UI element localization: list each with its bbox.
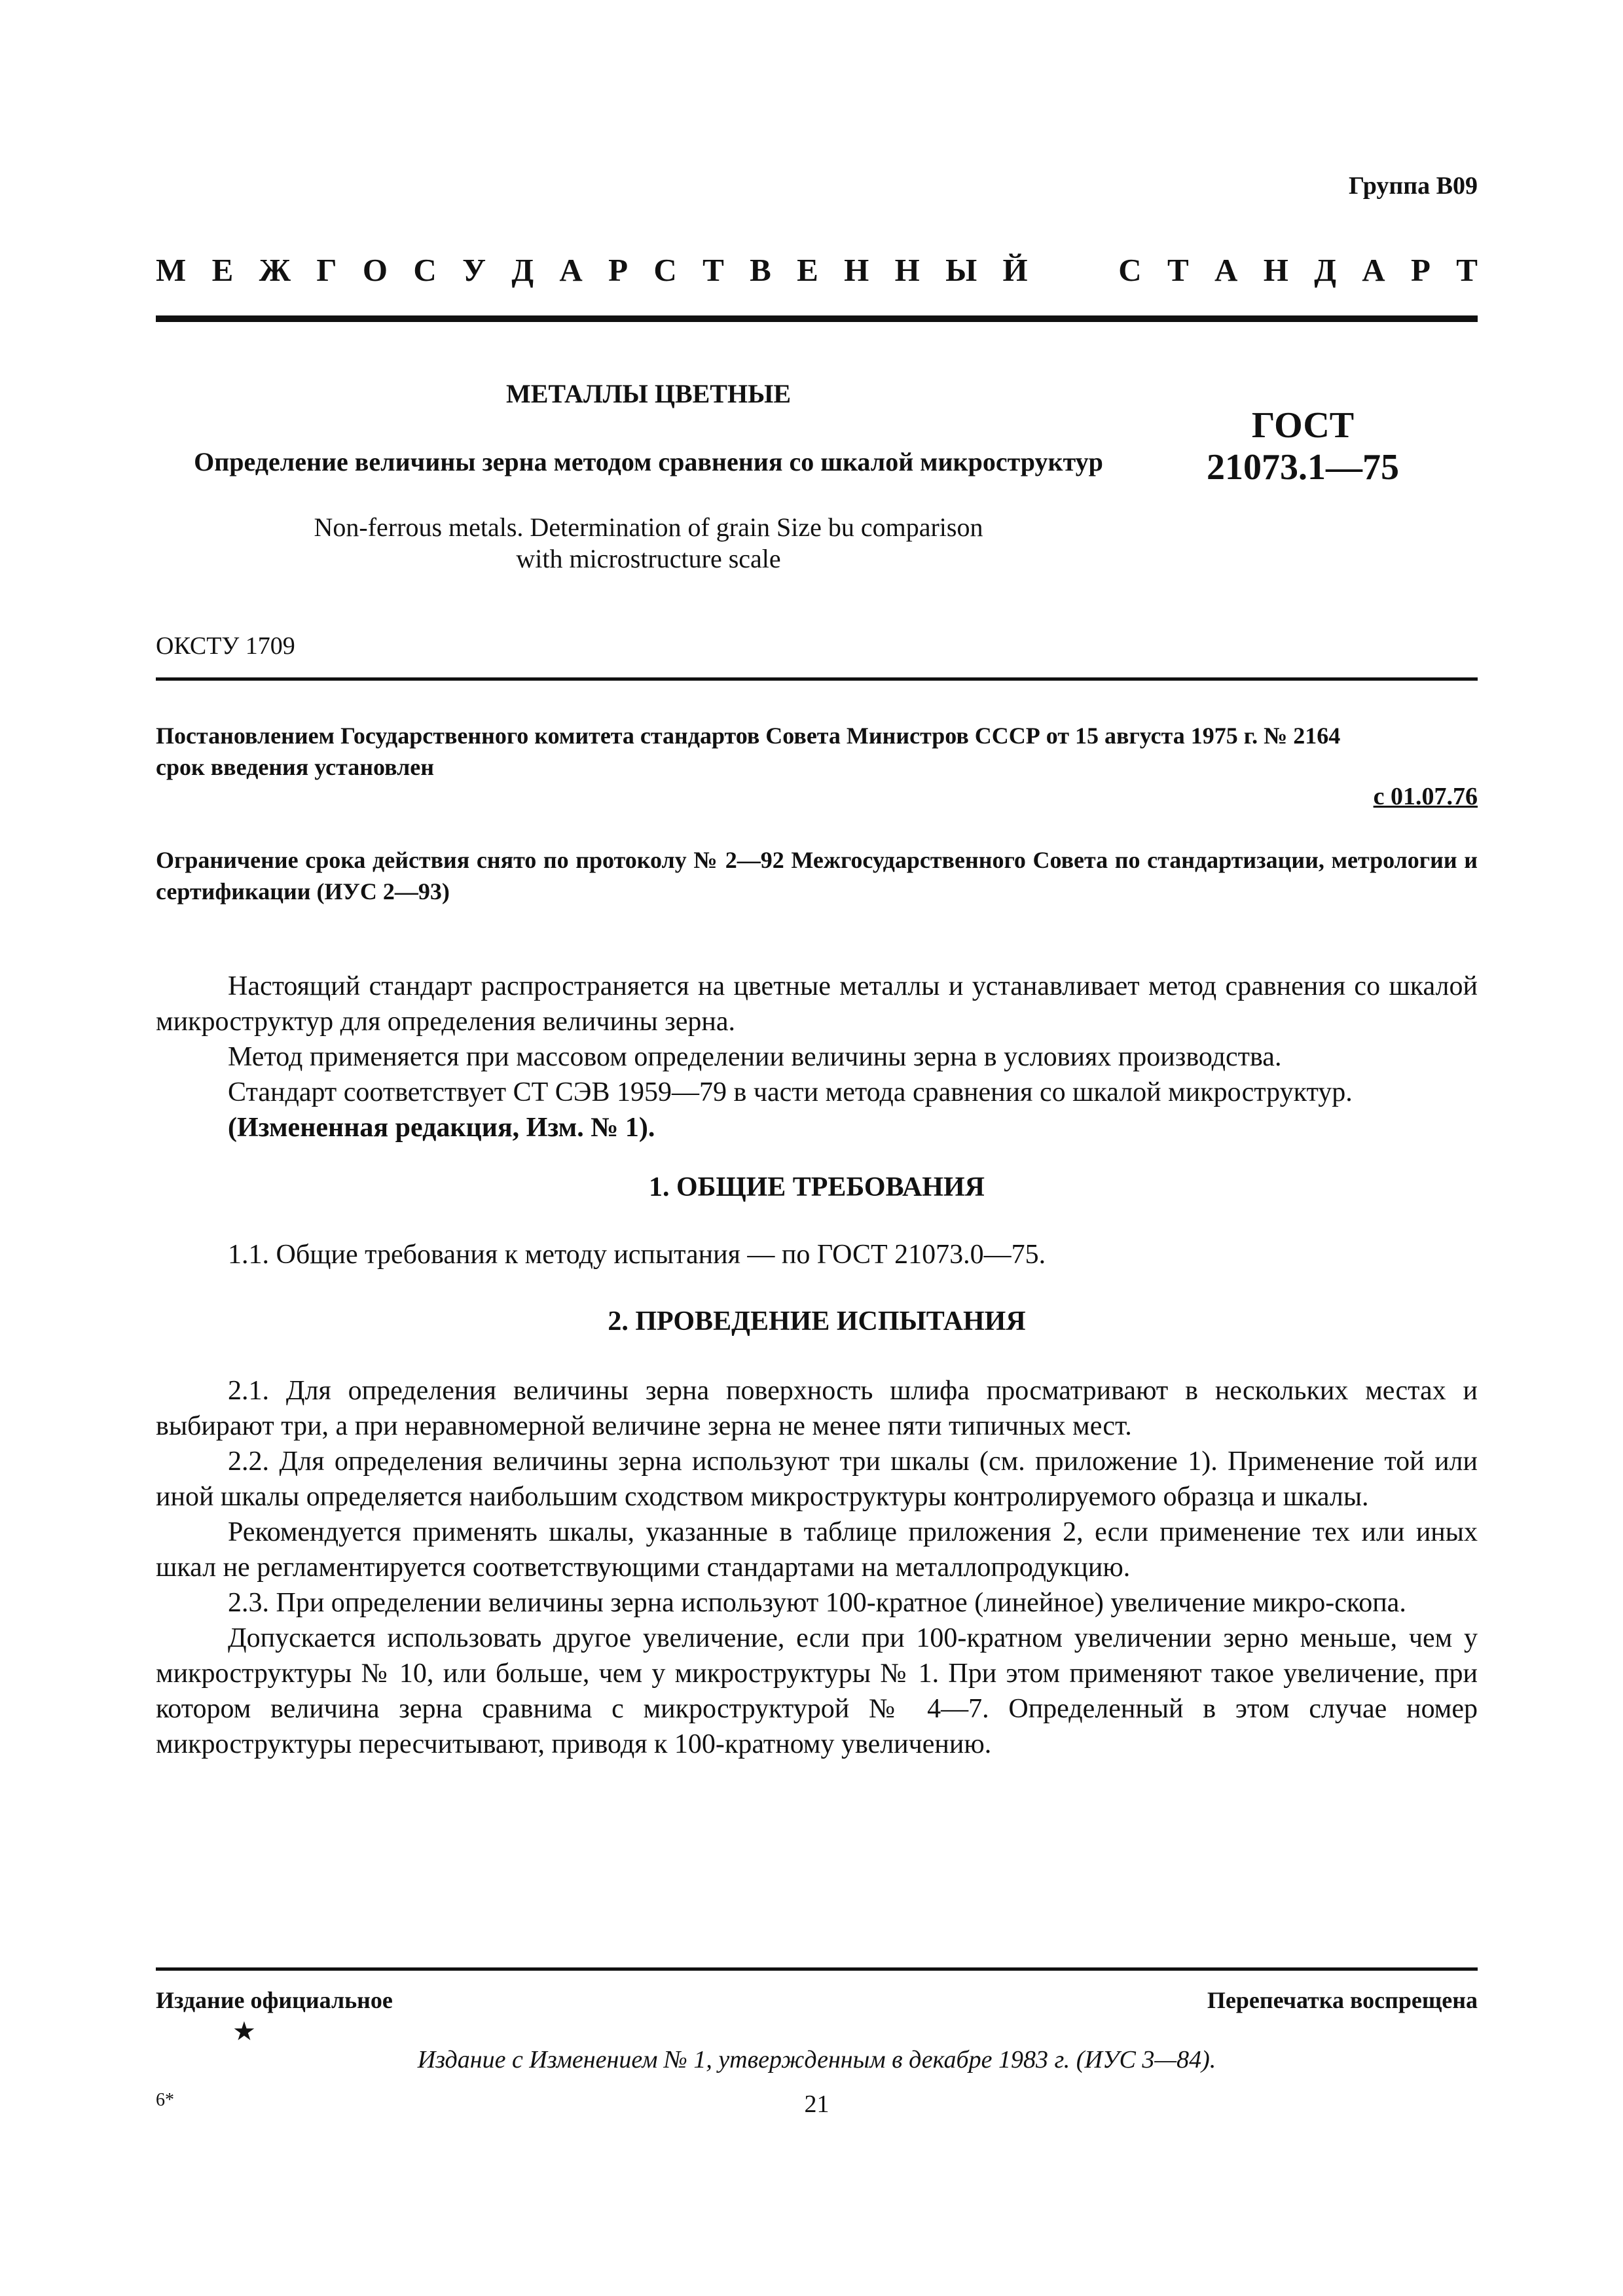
amendment-note: (Измененная редакция, Изм. № 1).	[228, 1113, 655, 1143]
paragraph: Допускается использовать другое увеличение, если при 100-кратном увеличении зерно меньше, чем у микроструктуры № 10, или больше, чем у микроструктуры № 1. При этом применяют такое увеличение, при котором величина зерна сравнима с микроструктурой № 4—7. Определенный в этом случае номер микроструктуры пересчитывают, приводя к 100-кратному увеличению.	[156, 1623, 1478, 1759]
banner-letter: Н	[844, 252, 869, 288]
interstate-standard-banner	[156, 251, 1478, 289]
banner-letter: О	[362, 252, 388, 288]
section-heading: 1. ОБЩИЕ ТРЕБОВАНИЯ	[649, 1172, 985, 1202]
title-rule	[156, 677, 1478, 681]
english-title-line-2: with microstructure scale	[516, 544, 781, 573]
paragraph: 1.1. Общие требования к методу испытания — по ГОСТ 21073.0—75.	[228, 1240, 1046, 1270]
banner-letter: Е	[211, 252, 234, 288]
paragraph: 2.3. При определении величины зерна используют 100-кратное (линейное) увеличение микро-скопа.	[228, 1588, 1406, 1618]
banner-letter: Й	[1002, 252, 1028, 288]
banner-letter: Н	[894, 252, 920, 288]
group-code: Группа В09	[1348, 172, 1478, 200]
signature-mark: 6*	[156, 2090, 174, 2110]
limitation-note: Ограничение срока действия снято по протоколу № 2—92 Межгосударственного Совета по стандартизации, метрологии и сертификации (ИУС 2—93)	[156, 847, 1478, 905]
gost-label: ГОСТ	[1251, 405, 1355, 446]
banner-letter: С	[413, 252, 437, 288]
introduction-date: с 01.07.76	[1373, 783, 1478, 810]
banner-letter: Р	[608, 252, 629, 288]
section-2-body	[156, 1373, 1478, 1762]
section-1-body	[156, 1237, 1478, 1272]
banner-letter: Д	[1314, 252, 1336, 288]
okstu-code: ОКСТУ 1709	[156, 632, 295, 660]
page-number: 21	[804, 2090, 830, 2118]
banner-letter: А	[559, 252, 583, 288]
banner-letter: С	[1118, 252, 1142, 288]
document-title: МЕТАЛЛЫ ЦВЕТНЫЕ	[505, 379, 792, 408]
reprint-prohibited-label: Перепечатка воспрещена	[1207, 1987, 1478, 2013]
paragraph: 2.2. Для определения величины зерна используют три шкалы (см. приложение 1). Применение той или иной шкалы определяется наибольшим сходством микроструктуры контролируемого образца и шкалы.	[156, 1446, 1478, 1512]
edition-note: Издание с Изменением № 1, утвержденным в декабре 1983 г. (ИУС 3—84).	[417, 2046, 1216, 2073]
section-heading: 2. ПРОВЕДЕНИЕ ИСПЫТАНИЯ	[608, 1306, 1026, 1336]
banner-letter: Т	[702, 252, 724, 288]
english-title-line-1: Non-ferrous metals. Determination of grain Size bu comparison	[314, 512, 983, 542]
banner-letter: С	[653, 252, 677, 288]
banner-letter: Т	[1167, 252, 1189, 288]
banner-letter: М	[156, 252, 187, 288]
decree-block	[156, 720, 1478, 783]
banner-letter: Г	[316, 252, 337, 288]
decree-line-2: срок введения установлен	[156, 754, 435, 780]
banner-letter: У	[462, 252, 486, 288]
banner-letter: Т	[1456, 252, 1478, 288]
english-title	[156, 512, 1141, 575]
banner-letter: А	[1362, 252, 1385, 288]
banner-letter: В	[750, 252, 771, 288]
banner-letter: Ж	[259, 252, 291, 288]
paragraph: Метод применяется при массовом определении величины зерна в условиях производства.	[228, 1042, 1282, 1072]
banner-letter: Ы	[945, 252, 977, 288]
banner-letter: А	[1214, 252, 1238, 288]
banner-letter: Д	[511, 252, 534, 288]
intro-section	[156, 969, 1478, 1145]
paragraph: 2.1. Для определения величины зерна поверхность шлифа просматривают в нескольких местах и выбирают три, а при неравномерной величине зерна не менее пяти типичных мест.	[156, 1376, 1478, 1441]
paragraph: Настоящий стандарт распространяется на цветные металлы и устанавливает метод сравнения со шкалой микроструктур для определения величины зерна.	[156, 971, 1478, 1037]
paragraph: Стандарт соответствует СТ СЭВ 1959—79 в части метода сравнения со шкалой микроструктур.	[228, 1077, 1353, 1107]
banner-gap	[1053, 251, 1093, 289]
document-subtitle: Определение величины зерна методом сравнения со шкалой микроструктур	[194, 447, 1103, 476]
decree-line-1: Постановлением Государственного комитета стандартов Совета Министров СССР от 15 августа 1975 г. № 2164	[156, 723, 1341, 749]
paragraph: Рекомендуется применять шкалы, указанные в таблице приложения 2, если применение тех или иных шкал не регламентируется соответствующими стандартами на металлопродукцию.	[156, 1517, 1478, 1583]
header-rule	[156, 315, 1478, 322]
official-edition-label: Издание официальное	[156, 1987, 393, 2013]
footer-rule	[156, 1967, 1478, 1971]
banner-letter: Е	[797, 252, 818, 288]
star-icon: ★	[232, 2017, 256, 2046]
gost-number: 21073.1—75	[1207, 447, 1399, 488]
banner-letter: Н	[1263, 252, 1288, 288]
banner-letter: Р	[1410, 252, 1431, 288]
